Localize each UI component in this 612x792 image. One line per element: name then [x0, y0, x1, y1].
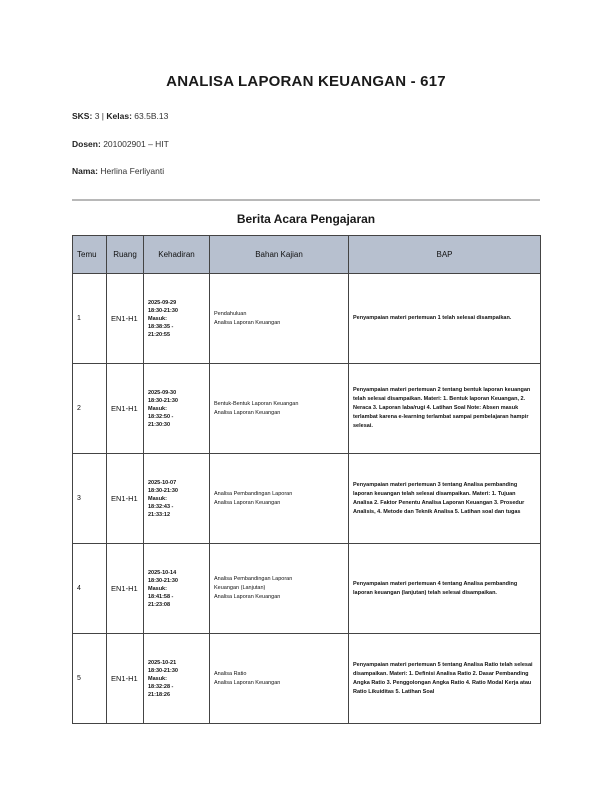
lecturer-info	[72, 139, 169, 149]
kehadiran-line: 18:38:35 -	[148, 323, 174, 330]
kehadiran-line: Masuk:	[148, 405, 167, 412]
kehadiran-line: 2025-09-29	[148, 299, 177, 306]
cell-kehadiran	[144, 634, 210, 724]
cell-kehadiran	[144, 454, 210, 544]
bahan-line: Analisa Ratio	[214, 670, 247, 677]
section-title: Berita Acara Pengajaran	[236, 212, 376, 226]
header-temu: Temu	[73, 236, 107, 274]
kehadiran-line: 21:23:08	[148, 601, 171, 608]
document-title: ANALISA LAPORAN KEUANGAN - 617	[166, 73, 446, 90]
cell-ruang: EN1-H1	[107, 544, 144, 634]
bap-text: Penyampaian materi pertemuan 2 tentang bentuk laporan keuangan telah selesai disampaikan. Materi: 1. Bentuk laporan Keuangan, 2. Neraca 3. Laporan laba/rugi 4. Latihan Soal Note: Absen masuk terlambat karena e-learning terlambat sampai pembelajaran hampir selesai.	[353, 387, 531, 429]
cell-bahan-kajian	[210, 364, 349, 454]
kehadiran-line: 18:32:43 -	[148, 503, 174, 510]
nama-value: Herlina Ferliyanti	[100, 166, 165, 176]
kehadiran-line: 21:30:30	[148, 421, 171, 428]
kehadiran-line: 2025-09-30	[148, 389, 177, 396]
cell-kehadiran	[144, 274, 210, 364]
cell-temu: 4	[73, 544, 107, 634]
cell-bap	[349, 454, 541, 544]
cell-kehadiran	[144, 544, 210, 634]
sks-value: 3	[94, 111, 100, 121]
bahan-line: Analisa Laporan Keuangan	[214, 499, 281, 506]
bahan-line: Analisa Laporan Keuangan	[214, 409, 281, 416]
cell-temu: 3	[73, 454, 107, 544]
dosen-label: Dosen:	[72, 139, 101, 149]
kehadiran-line: Masuk:	[148, 585, 167, 592]
cell-bap	[349, 274, 541, 364]
cell-ruang: EN1-H1	[107, 634, 144, 724]
cell-ruang: EN1-H1	[107, 364, 144, 454]
course-info	[72, 111, 168, 121]
bap-text: Penyampaian materi pertemuan 4 tentang Analisa pembanding laporan keuangan (lanjutan) telah selesai disampaikan.	[353, 580, 518, 596]
cell-ruang: EN1-H1	[107, 274, 144, 364]
header-bahan-kajian: Bahan Kajian	[210, 236, 349, 274]
cell-bap	[349, 364, 541, 454]
table-header-row	[73, 236, 541, 274]
bahan-line: Pendahuluan	[214, 310, 247, 317]
kehadiran-line: 18:41:58 -	[148, 593, 174, 600]
kelas-label: Kelas:	[106, 111, 132, 121]
divider	[72, 199, 540, 201]
bap-text: Penyampaian materi pertemuan 1 telah selesai disampaikan.	[353, 315, 512, 321]
table-row	[73, 454, 541, 544]
kehadiran-line: 2025-10-21	[148, 659, 177, 666]
cell-bahan-kajian	[210, 634, 349, 724]
table-body	[73, 274, 541, 724]
kehadiran-line: 18:32:50 -	[148, 413, 174, 420]
separator: |	[101, 111, 105, 121]
name-info	[72, 166, 164, 176]
bap-text: Penyampaian materi pertemuan 5 tentang Analisa Ratio telah selesai disampaikan. Materi: 1. Definisi Analisa Ratio 2. Dasar Pembanding Angka Ratio 3. Penggolongan Angka Ratio 4. Ratio Modal Kerja atau Ratio Likuiditas 5. Latihan Soal	[353, 661, 533, 695]
cell-bap	[349, 634, 541, 724]
kehadiran-line: 21:20:55	[148, 331, 171, 338]
cell-bahan-kajian	[210, 454, 349, 544]
kehadiran-line: 21:33:12	[148, 511, 171, 518]
attendance-table	[72, 235, 541, 724]
table-row	[73, 634, 541, 724]
sks-label: SKS:	[72, 111, 93, 121]
cell-ruang: EN1-H1	[107, 454, 144, 544]
kehadiran-line: Masuk:	[148, 315, 167, 322]
table-row	[73, 274, 541, 364]
kehadiran-line: 21:18:26	[148, 691, 171, 698]
cell-kehadiran	[144, 364, 210, 454]
dosen-value: 201002901 – HIT	[103, 139, 169, 149]
cell-temu: 5	[73, 634, 107, 724]
cell-temu: 1	[73, 274, 107, 364]
cell-bahan-kajian	[210, 544, 349, 634]
header-ruang: Ruang	[107, 236, 144, 274]
bap-text: Penyampaian materi pertemuan 3 tentang Analisa pembanding laporan keuangan telah selesai disampaikan. Materi: 1. Tujuan Analisa 2. Faktor Penentu Analisa Laporan Keuangan 3. Prosedur Analisis, 4. Metode dan Teknik Analisa 5. Latihan soal dan tugas	[353, 481, 525, 515]
cell-bap	[349, 544, 541, 634]
bahan-line: Analisa Pembandingan Laporan	[214, 576, 293, 582]
bahan-line: Analisa Laporan Keuangan	[214, 594, 281, 600]
cell-bahan-kajian	[210, 274, 349, 364]
bahan-line: Analisa Pembandingan Laporan	[214, 490, 293, 497]
kehadiran-line: 18:32:28 -	[148, 683, 174, 690]
nama-label: Nama:	[72, 166, 98, 176]
kehadiran-line: 2025-10-14	[148, 569, 177, 576]
kehadiran-line: 18:30-21:30	[148, 577, 178, 584]
kehadiran-line: Masuk:	[148, 675, 167, 682]
kehadiran-line: 18:30-21:30	[148, 487, 178, 494]
kehadiran-line: 2025-10-07	[148, 479, 177, 486]
kehadiran-line: 18:30-21:30	[148, 307, 178, 314]
header-bap: BAP	[349, 236, 541, 274]
bahan-line: Bentuk-Bentuk Laporan Keuangan	[214, 400, 299, 407]
bahan-line: Keuangan (Lanjutan)	[214, 585, 266, 591]
table-row	[73, 544, 541, 634]
bahan-line: Analisa Laporan Keuangan	[214, 679, 281, 686]
kehadiran-line: 18:30-21:30	[148, 397, 178, 404]
kehadiran-line: Masuk:	[148, 495, 167, 502]
kehadiran-line: 18:30-21:30	[148, 667, 178, 674]
table-row	[73, 364, 541, 454]
header-kehadiran: Kehadiran	[144, 236, 210, 274]
bahan-line: Analisa Laporan Keuangan	[214, 319, 281, 326]
kelas-value: 63.5B.13	[134, 111, 169, 121]
cell-temu: 2	[73, 364, 107, 454]
